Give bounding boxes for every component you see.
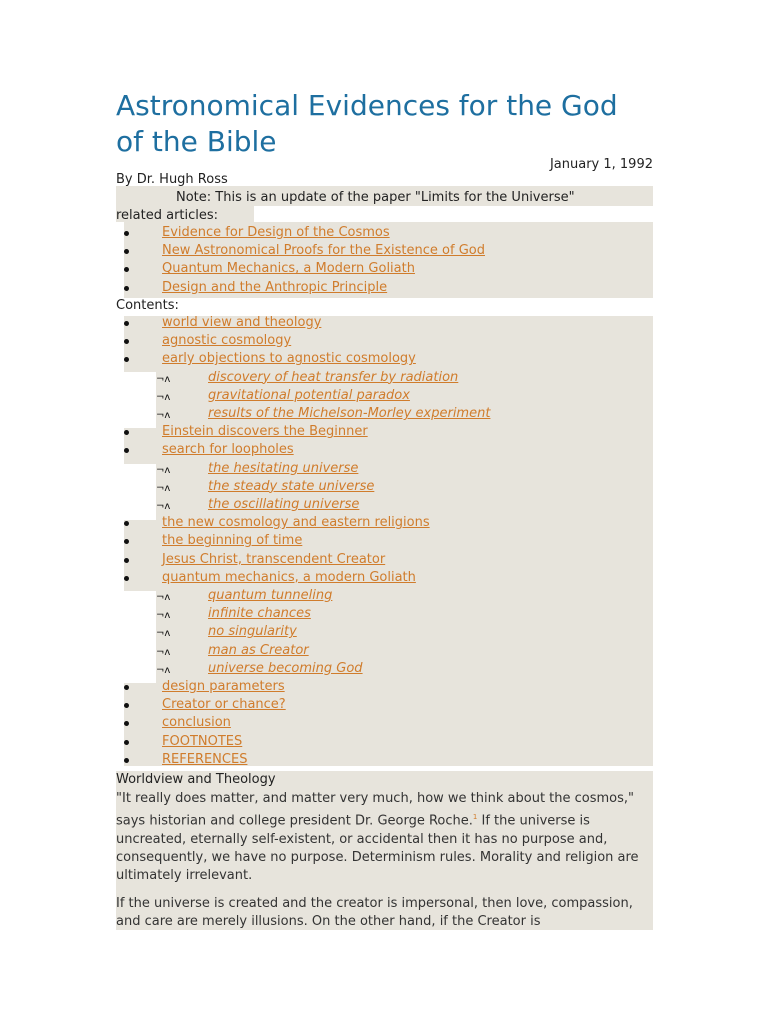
bullet-icon (124, 321, 129, 326)
page-title: Astronomical Evidences for the God of the Bible (116, 89, 618, 158)
bullet-icon (124, 685, 129, 690)
list-item-link[interactable]: FOOTNOTES (162, 733, 243, 749)
list-item-link[interactable]: quantum mechanics, a modern Goliath (162, 569, 416, 585)
sub-bullet-icon: ¬ʌ (156, 592, 171, 603)
list-item-link[interactable]: world view and theology (162, 315, 322, 330)
sub-bullet-icon: ¬ʌ (156, 628, 171, 640)
sub-bullet-icon: ¬ʌ (156, 410, 171, 421)
bullet-icon (124, 576, 129, 581)
list-item-link[interactable]: Evidence for Design of the Cosmos (162, 225, 390, 240)
sub-bullet-icon: ¬ʌ (156, 464, 171, 476)
sub-bullet-icon: ¬ʌ (156, 646, 171, 658)
sub-bullet-icon: ¬ʌ (156, 391, 171, 403)
paragraph-1-text-start: "It really does matter, and matter very much, how we think about the cosmos," says historian and college president Dr. George Roche. (116, 791, 635, 829)
list-item-link[interactable]: Jesus Christ, transcendent Creator (162, 551, 386, 567)
list-item-link[interactable]: the beginning of time (162, 533, 303, 549)
sub-list-item-link[interactable]: no singularity (208, 624, 297, 640)
sub-bullet-icon: ¬ʌ (156, 610, 171, 622)
paragraph-1 (116, 790, 653, 885)
bullet-icon (124, 558, 129, 563)
list-item-link[interactable]: conclusion (162, 715, 231, 731)
list-item-link[interactable]: the new cosmology and eastern religions (162, 515, 430, 531)
section-heading: Worldview and Theology (116, 772, 276, 787)
list-item-link[interactable]: design parameters (162, 679, 285, 694)
list-item-link[interactable]: REFERENCES (162, 751, 248, 767)
bullet-icon (124, 758, 129, 763)
sub-list-item-link[interactable]: quantum tunneling (208, 588, 333, 603)
bullet-icon (124, 286, 129, 291)
bullet-icon (124, 740, 129, 745)
sub-list-item-link[interactable]: universe becoming God (208, 660, 363, 676)
bullet-icon (124, 231, 129, 236)
indent-gap (124, 591, 156, 683)
indent-gap (124, 372, 156, 428)
list-item-link[interactable]: Quantum Mechanics, a Modern Goliath (162, 261, 415, 277)
publish-date: January 1, 1992 (549, 157, 653, 172)
list-item-link[interactable]: Design and the Anthropic Principle (162, 279, 388, 295)
sub-bullet-icon: ¬ʌ (156, 501, 171, 512)
list-item-link[interactable]: Creator or chance? (162, 697, 286, 713)
sub-list-item-link[interactable]: the oscillating universe (208, 497, 360, 512)
contents-label: Contents: (116, 298, 179, 313)
sub-list-item-link[interactable]: the steady state universe (208, 478, 375, 494)
sub-list-item-link[interactable]: gravitational potential paradox (208, 387, 410, 403)
list-item-link[interactable]: New Astronomical Proofs for the Existence of God (162, 243, 485, 259)
sub-bullet-icon: ¬ʌ (156, 482, 171, 494)
list-item-link[interactable]: search for loopholes (162, 442, 294, 458)
sub-list-item-link[interactable]: man as Creator (208, 642, 309, 658)
sub-list-item-link[interactable]: discovery of heat transfer by radiation (208, 369, 459, 385)
paragraph-1-text-end: If the universe is uncreated, eternally self-existent, or accidental then it has no purpose and, consequently, we have no purpose. Determinism rules. Morality and religion are ultimately irrelevant. (116, 813, 639, 884)
byline: By Dr. Hugh Ross (116, 172, 228, 187)
sub-list-item-link[interactable]: infinite chances (208, 606, 311, 622)
update-note: Note: This is an update of the paper "Limits for the Universe" (176, 190, 575, 205)
list-item-link[interactable]: agnostic cosmology (162, 333, 292, 349)
sub-list-item-link[interactable]: the hesitating universe (208, 460, 359, 476)
indent-gap (124, 464, 156, 520)
sub-bullet-icon: ¬ʌ (156, 664, 171, 676)
list-item-link[interactable]: Einstein discovers the Beginner (162, 424, 368, 440)
list-item-link[interactable]: early objections to agnostic cosmology (162, 351, 416, 367)
sub-bullet-icon: ¬ʌ (156, 373, 171, 385)
footnote-link-1[interactable]: 1 (472, 813, 478, 822)
paragraph-2: If the universe is created and the creator is impersonal, then love, compassion, and care are merely illusions. On the other hand, if the Creator is (116, 896, 633, 930)
related-articles-label: related articles: (116, 208, 219, 223)
sub-list-item-link[interactable]: results of the Michelson-Morley experiment (208, 406, 491, 421)
